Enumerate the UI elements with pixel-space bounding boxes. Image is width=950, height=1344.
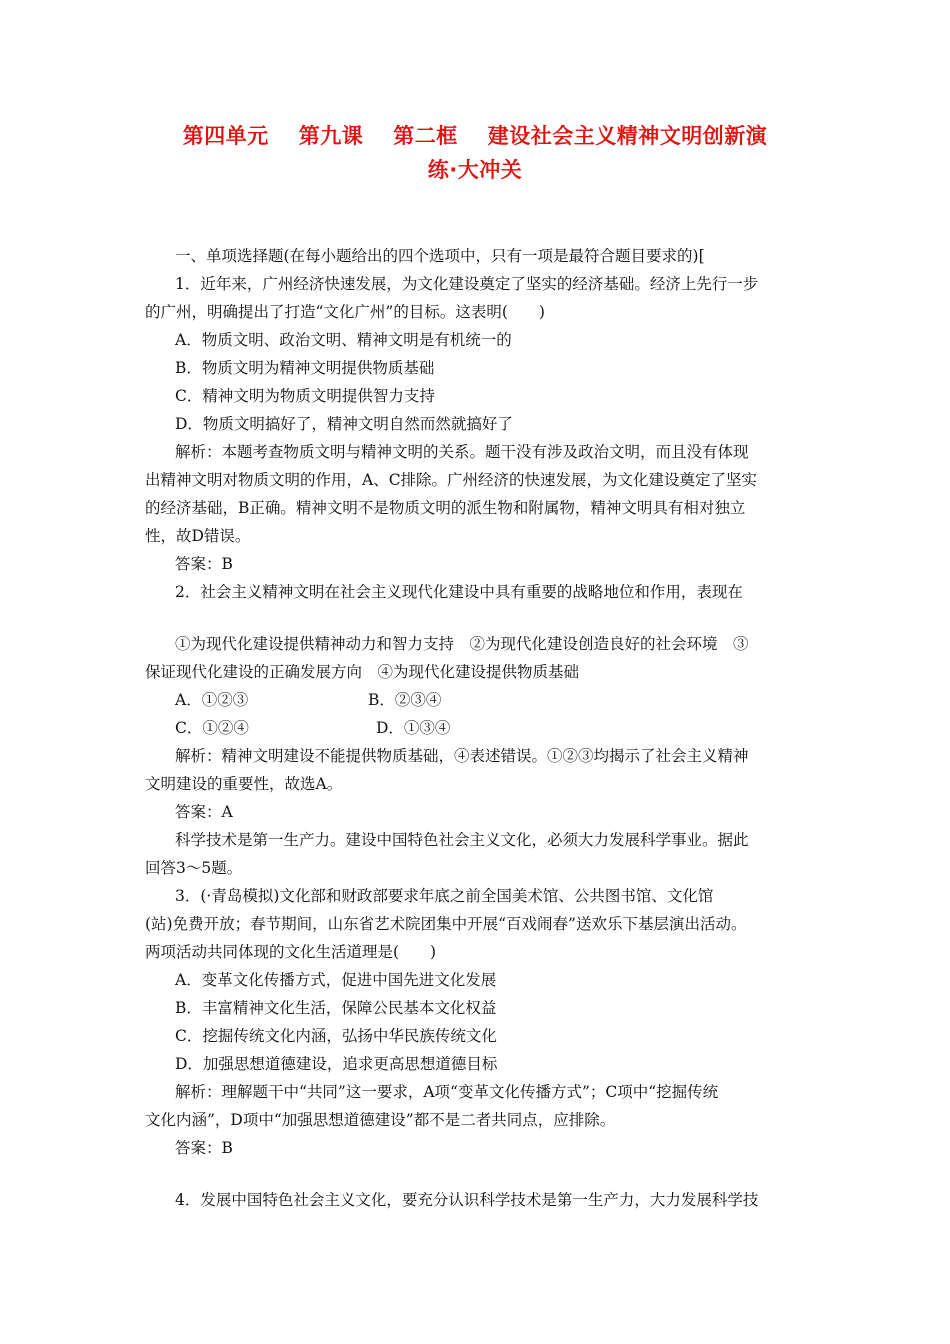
question-2-answer: 答案：A [175, 803, 233, 821]
question-3-analysis-cont: 文化内涵”，D项中“加强思想道德建设”都不是二者共同点，应排除。 [145, 1111, 616, 1129]
question-3-analysis: 解析：理解题干中“共同”这一要求，A项“变革文化传播方式”；C项中“挖掘传统 [175, 1083, 719, 1101]
question-1-option-b: B．物质文明为精神文明提供物质基础 [175, 359, 435, 377]
question-1-analysis-cont: 出精神文明对物质文明的作用，A、C排除。广州经济的快速发展，为文化建设奠定了坚实 [145, 471, 758, 489]
title-lesson: 第九课 [298, 124, 364, 148]
material-intro: 科学技术是第一生产力。建设中国特色社会主义文化，必须大力发展科学事业。据此 [175, 831, 749, 849]
question-2-option-d: D．①③④ [376, 719, 451, 737]
question-2-analysis-cont: 文明建设的重要性，故选A。 [145, 775, 343, 793]
question-1-option-a: A．物质文明、政治文明、精神文明是有机统一的 [175, 331, 512, 349]
title-topic: 建设社会主义精神文明创新演 [487, 124, 768, 148]
title-frame: 第二框 [393, 124, 458, 148]
question-1-stem: 1．近年来，广州经济快速发展，为文化建设奠定了坚实的经济基础。经济上先行一步 [175, 275, 759, 293]
question-1-answer: 答案：B [175, 555, 233, 573]
section-heading: 一、单项选择题(在每小题给出的四个选项中，只有一项是最符合题目要求的)[ [175, 247, 705, 265]
question-1-analysis-cont: 的经济基础，B正确。精神文明不是物质文明的派生物和附属物，精神文明具有相对独立 [145, 499, 746, 517]
question-4-stem: 4．发展中国特色社会主义文化，要充分认识科学技术是第一生产力，大力发展科学技 [175, 1191, 759, 1209]
question-1-analysis: 解析：本题考查物质文明与精神文明的关系。题干没有涉及政治文明，而且没有体现 [175, 443, 749, 461]
question-3-answer: 答案：B [175, 1139, 233, 1157]
document-title-line-1 [0, 120, 950, 150]
question-3-stem-cont: 两项活动共同体现的文化生活道理是( ) [145, 943, 437, 961]
question-3-option-a: A．变革文化传播方式，促进中国先进文化发展 [175, 971, 497, 989]
question-2-statements: ①为现代化建设提供精神动力和智力支持 ②为现代化建设创造良好的社会环境 ③ [175, 635, 749, 653]
question-2-stem: 2．社会主义精神文明在社会主义现代化建设中具有重要的战略地位和作用，表现在 [175, 583, 743, 601]
question-1-analysis-cont: 性，故D错误。 [145, 527, 251, 545]
question-3-option-b: B．丰富精神文化生活，保障公民基本文化权益 [175, 999, 497, 1017]
question-1-option-c: C．精神文明为物质文明提供智力支持 [175, 387, 435, 405]
material-intro-cont: 回答3～5题。 [145, 859, 243, 877]
question-1-stem-cont: 的广州，明确提出了打造“文化广州”的目标。这表明( ) [145, 303, 545, 321]
question-2-statements-cont: 保证现代化建设的正确发展方向 ④为现代化建设提供物质基础 [145, 663, 580, 681]
question-2-option-c: C．①②④ [175, 719, 249, 737]
question-3-stem: 3．(·青岛模拟)文化部和财政部要求年底之前全国美术馆、公共图书馆、文化馆 [175, 887, 714, 905]
question-3-stem-cont: (站)免费开放；春节期间，山东省艺术院团集中开展“百戏闹春”送欢乐下基层演出活动。 [145, 915, 747, 933]
question-2-option-a: A．①②③ [175, 691, 249, 709]
question-3-option-c: C．挖掘传统文化内涵，弘扬中华民族传统文化 [175, 1027, 497, 1045]
question-3-option-d: D．加强思想道德建设，追求更高思想道德目标 [175, 1055, 498, 1073]
document-title-line-2: 练·大冲关 [427, 158, 523, 182]
question-1-option-d: D．物质文明搞好了，精神文明自然而然就搞好了 [175, 415, 513, 433]
question-2-analysis: 解析：精神文明建设不能提供物质基础，④表述错误。①②③均揭示了社会主义精神 [175, 747, 749, 765]
question-2-option-b: B．②③④ [368, 691, 442, 709]
title-unit: 第四单元 [182, 124, 269, 148]
